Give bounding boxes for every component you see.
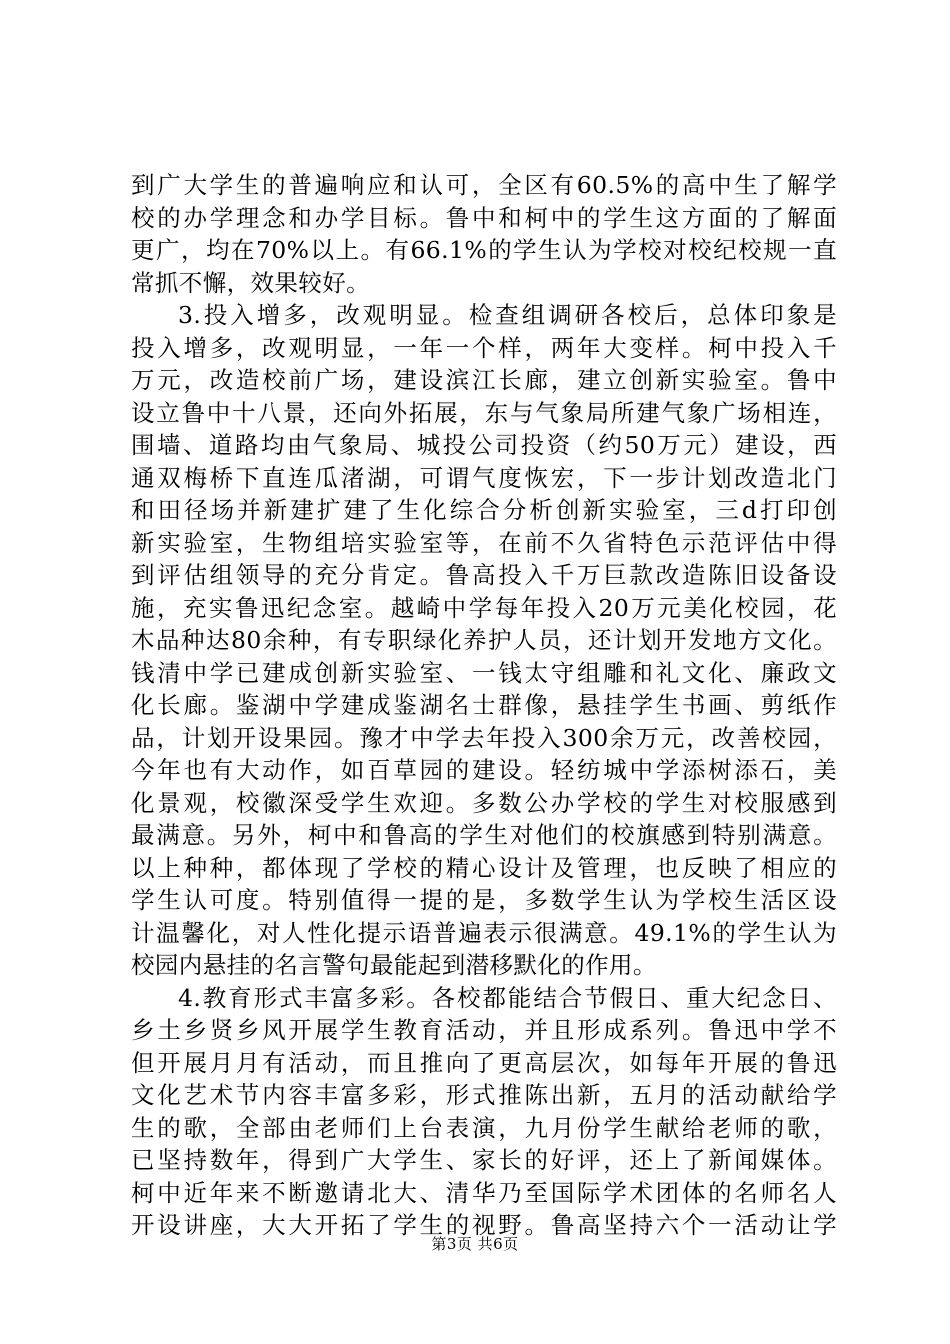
text-line: 但开展月月有活动，而且推向了更高层次，如每年开展的鲁迅 — [131, 1048, 837, 1077]
text-line: 施，充实鲁迅纪念室。越崎中学每年投入20万元美化校园，花 — [131, 593, 837, 622]
text-line: 万元，改造校前广场，建设滨江长廊，建立创新实验室。鲁中 — [131, 366, 837, 394]
text-line: 文化艺术节内容丰富多彩，形式推陈出新，五月的活动献给学 — [131, 1081, 837, 1109]
text-line: 化景观，校徽深受学生欢迎。多数公办学校的学生对校服感到 — [131, 788, 837, 817]
text-line: 最满意。另外，柯中和鲁高的学生对他们的校旗感到特别满意。 — [131, 821, 837, 849]
text-line: 校园内悬挂的名言警句最能起到潜移默化的作用。 — [131, 951, 657, 979]
text-line: 计温馨化，对人性化提示语普遍表示很满意。49.1%的学生认为 — [131, 918, 837, 947]
text-line: 和田径场并新建扩建了生化综合分析创新实验室，三d打印创 — [131, 496, 837, 524]
text-line: 4.教育形式丰富多彩。各校都能结合节假日、重大纪念日、 — [178, 983, 837, 1012]
text-line: 校的办学理念和办学目标。鲁中和柯中的学生这方面的了解面 — [131, 203, 837, 232]
text-line: 生的歌，全部由老师们上台表演，九月份学生献给老师的歌， — [131, 1113, 837, 1142]
text-line: 投入增多，改观明显，一年一个样，两年大变样。柯中投入千 — [131, 333, 837, 362]
text-line: 常抓不懈，效果较好。 — [131, 268, 370, 297]
text-line: 通双梅桥下直连瓜渚湖，可谓气度恢宏，下一步计划改造北门 — [131, 463, 837, 492]
text-line: 品，计划开设果园。豫才中学去年投入300余万元，改善校园， — [131, 723, 837, 752]
text-line: 更广，均在70%以上。有66.1%的学生认为学校对校纪校规一直 — [131, 236, 837, 264]
text-line: 围墙、道路均由气象局、城投公司投资（约50万元）建设，西 — [131, 431, 837, 459]
text-line: 学生认可度。特别值得一提的是，多数学生认为学校生活区设 — [131, 886, 837, 914]
text-line: 化长廊。鉴湖中学建成鉴湖名士群像，悬挂学生书画、剪纸作 — [131, 691, 837, 719]
text-line: 到广大学生的普遍响应和认可，全区有60.5%的高中生了解学 — [131, 171, 837, 199]
text-line: 乡土乡贤乡风开展学生教育活动，并且形成系列。鲁迅中学不 — [131, 1016, 837, 1044]
body-text — [131, 169, 837, 1242]
text-line: 以上种种，都体现了学校的精心设计及管理，也反映了相应的 — [131, 853, 837, 882]
text-line: 设立鲁中十八景，还向外拓展，东与气象局所建气象广场相连， — [131, 398, 837, 427]
text-line: 3.投入增多，改观明显。检查组调研各校后，总体印象是 — [178, 301, 837, 329]
text-line: 今年也有大动作，如百草园的建设。轻纺城中学添树添石，美 — [131, 756, 837, 784]
text-line: 新实验室，生物组培实验室等，在前不久省特色示范评估中得 — [131, 528, 837, 557]
text-line: 开设讲座，大大开拓了学生的视野。鲁高坚持六个一活动让学 — [131, 1211, 837, 1239]
text-line: 柯中近年来不断邀请北大、清华乃至国际学术团体的名师名人 — [131, 1178, 837, 1207]
page-number-footer: 第3页 共6页 — [431, 1235, 519, 1253]
text-line: 到评估组领导的充分肯定。鲁高投入千万巨款改造陈旧设备设 — [131, 561, 837, 589]
text-line: 已坚持数年，得到广大学生、家长的好评，还上了新闻媒体。 — [131, 1146, 837, 1174]
text-line: 钱清中学已建成创新实验室、一钱太守组雕和礼文化、廉政文 — [131, 658, 837, 687]
text-line: 木品种达80余种，有专职绿化养护人员，还计划开发地方文化。 — [131, 626, 837, 654]
